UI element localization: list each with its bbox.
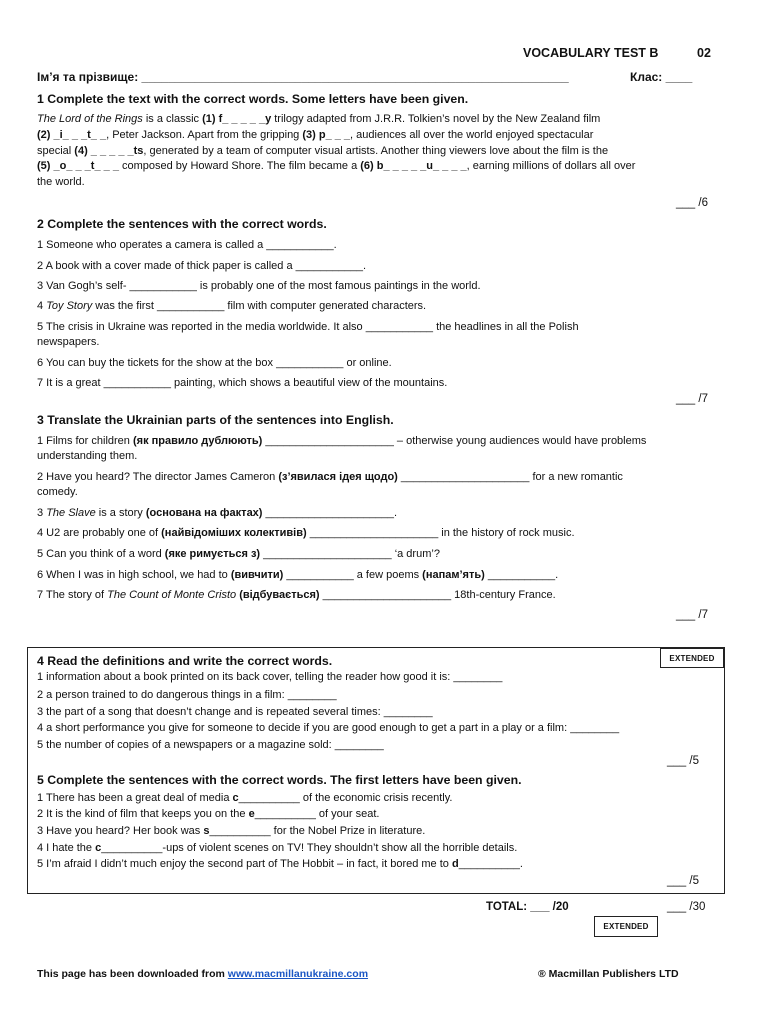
section-4-score: ___ /5	[667, 755, 699, 767]
s3-sentence-6	[37, 568, 558, 582]
s4-definition-3: 3 the part of a song that doesn’t change and is repeated several times: ________	[37, 706, 433, 718]
ukrainian-phrase: (з’явилася ідея щодо)	[278, 471, 398, 483]
gap-4: (4) _ _ _ _ _ts	[74, 144, 144, 157]
class-field: Клас: ____	[630, 70, 693, 84]
text-run: , audiences all over the world enjoyed spectacular	[350, 128, 594, 141]
footer-text: This page has been downloaded from	[37, 968, 228, 980]
text-run: _____________________.	[262, 507, 398, 519]
gap-5: (5) _o_ _ _t_ _ _	[37, 160, 119, 173]
text-run: special	[37, 144, 75, 157]
s5-sentence-1	[37, 791, 452, 805]
gap-3: (3) p_ _ _	[302, 128, 351, 141]
text-run: _____________________ – otherwise young audiences would have problems	[262, 435, 647, 447]
ukrainian-phrase: (як правило дублюють)	[132, 435, 263, 447]
text-run: _____________________ in the history of rock music.	[306, 527, 575, 539]
test-number: 02	[697, 46, 711, 60]
s5-sentence-5	[37, 857, 523, 871]
s5-sentence-2	[37, 807, 379, 821]
text-run: __________-ups of violent scenes on TV! They shouldn’t show all the horrible details.	[101, 842, 518, 854]
text-run: 3 Have you heard? Her book was	[37, 825, 204, 837]
section-2-score: ___ /7	[676, 393, 708, 405]
footer-copyright: ® Macmillan Publishers LTD	[538, 968, 679, 980]
test-title: VOCABULARY TEST B	[523, 46, 659, 60]
s4-definition-2: 2 a person trained to do dangerous things in a film: ________	[37, 689, 337, 701]
text-run: _____________________ for a new romantic	[397, 471, 623, 483]
macmillan-link[interactable]: www.macmillanukraine.com	[227, 968, 369, 980]
text-run: 2 Have you heard? The director James Cameron	[37, 471, 279, 483]
s2-sentence-6: 6 You can buy the tickets for the show at the box ___________ or online.	[37, 357, 392, 369]
section-1-heading: 1 Complete the text with the correct words. Some letters have been given.	[37, 92, 469, 106]
s2-sentence-5-cont: newspapers.	[37, 336, 100, 348]
text-run: 5 I’m afraid I didn’t much enjoy the second part of The Hobbit – in fact, it bored me to	[37, 858, 452, 870]
s3-sentence-4	[37, 526, 575, 540]
section-5-heading: 5 Complete the sentences with the correct words. The first letters have been given.	[37, 773, 522, 787]
s3-sentence-2-cont: comedy.	[37, 486, 78, 498]
gap-6: (6) b_ _ _ _ _u_ _ _ _	[360, 160, 467, 173]
film-title: The Slave	[46, 507, 96, 519]
section-2-heading: 2 Complete the sentences with the correct words.	[37, 217, 327, 231]
film-title: Toy Story	[46, 300, 93, 312]
s2-sentence-3: 3 Van Gogh’s self- ___________ is probably one of the most famous paintings in the world.	[37, 280, 481, 292]
section-3-heading: 3 Translate the Ukrainian parts of the sentences into English.	[37, 413, 394, 427]
s5-sentence-4	[37, 841, 517, 855]
text-run: __________ of your seat.	[254, 808, 380, 820]
first-letter: d	[451, 858, 459, 870]
text-run: _____________________ ‘a drum’?	[260, 548, 440, 560]
first-letter: c	[95, 842, 102, 854]
section-4-heading: 4 Read the definitions and write the correct words.	[37, 654, 333, 668]
s2-sentence-5: 5 The crisis in Ukraine was reported in the media worldwide. It also ___________ the headlines in all the Polish	[37, 321, 579, 333]
text-run: 1 There has been a great deal of media	[37, 792, 233, 804]
first-letter: e	[248, 808, 255, 820]
gap-2: (2) _i_ _ _t_ _	[37, 128, 107, 141]
text-run: __________ of the economic crisis recently.	[238, 792, 453, 804]
text-run: 3	[37, 507, 47, 519]
text-run: the world.	[37, 176, 85, 189]
first-letter: s	[203, 825, 210, 837]
s4-definition-5: 5 the number of copies of a newspapers or a magazine sold: ________	[37, 739, 384, 751]
ukrainian-phrase: (напам’ять)	[422, 569, 485, 581]
ukrainian-phrase: (найвідоміших колективів)	[161, 527, 307, 539]
section-1-score: ___ /6	[676, 197, 708, 209]
text-run: is a story	[95, 507, 146, 519]
text-run: ___________ a few poems	[283, 569, 423, 581]
s3-sentence-3	[37, 506, 397, 520]
s3-sentence-1-cont: understanding them.	[37, 450, 138, 462]
extended-total-tag: EXTENDED	[594, 916, 658, 937]
text-run: trilogy adapted from J.R.R. Tolkien’s novel by the New Zealand film	[271, 113, 601, 125]
s2-sentence-1: 1 Someone who operates a camera is called a ___________.	[37, 239, 337, 251]
text-run: __________ for the Nobel Prize in literature.	[209, 825, 426, 837]
ukrainian-phrase: (яке римується з)	[164, 548, 261, 560]
s2-sentence-7: 7 It is a great ___________ painting, which shows a beautiful view of the mountains.	[37, 377, 448, 389]
text-run: 7 The story of	[37, 589, 108, 601]
ukrainian-phrase: (основана на фактах)	[145, 507, 263, 519]
text-run: 4 U2 are probably one of	[37, 527, 162, 539]
extended-total-score: ___ /30	[667, 901, 706, 913]
text-run: _____________________ 18th-century France.	[319, 589, 556, 601]
text-run: __________.	[458, 858, 523, 870]
book-title: The Count of Monte Cristo	[107, 589, 237, 601]
text-run: , generated by a team of computer visual artists. Another thing viewers love about the film is the	[143, 144, 609, 157]
s3-sentence-1	[37, 434, 646, 448]
footer-source	[37, 968, 368, 980]
text-run: ___________.	[484, 569, 559, 581]
s4-definition-1: 1 information about a book printed on its back cover, telling the reader how good it is: ________	[37, 671, 503, 683]
s5-sentence-3	[37, 824, 425, 838]
first-letter: c	[232, 792, 239, 804]
text-run: 2 It is the kind of film that keeps you on the	[37, 808, 249, 820]
section-5-score: ___ /5	[667, 875, 699, 887]
section-1-text	[37, 112, 717, 191]
s3-sentence-2	[37, 470, 623, 484]
total-score: TOTAL: ___ /20	[486, 901, 569, 913]
s4-definition-4: 4 a short performance you give for someone to decide if you are good enough to get a part in a play or a film: ________	[37, 722, 620, 734]
text-run: is a classic	[142, 113, 203, 125]
text-run: , Peter Jackson. Apart from the gripping	[106, 128, 303, 141]
text-run: 6 When I was in high school, we had to	[37, 569, 231, 581]
text-run: 1 Films for children	[37, 435, 133, 447]
gap-1: (1) f_ _ _ _ _y	[202, 113, 272, 125]
text-run: 5 Can you think of a word	[37, 548, 165, 560]
section-3-score: ___ /7	[676, 609, 708, 621]
s3-sentence-5	[37, 547, 440, 561]
text-run: was the first ___________ film with computer generated characters.	[92, 300, 427, 312]
text-run: 4 I hate the	[37, 842, 96, 854]
s2-sentence-4	[37, 299, 426, 313]
ukrainian-phrase: (відбувається)	[239, 589, 320, 601]
extended-tag: EXTENDED	[660, 648, 724, 668]
ukrainian-phrase: (вивчити)	[230, 569, 284, 581]
s3-sentence-7	[37, 588, 556, 602]
s2-sentence-2: 2 A book with a cover made of thick paper is called a ___________.	[37, 260, 366, 272]
name-field: Ім’я та прізвище: ________________________________________________________________	[37, 70, 569, 84]
text-run: , earning millions of dollars all over	[466, 160, 636, 173]
film-title: The Lord of the Rings	[37, 113, 143, 125]
text-run: composed by Howard Shore. The film became a	[118, 160, 361, 173]
text-run: 4	[37, 300, 47, 312]
